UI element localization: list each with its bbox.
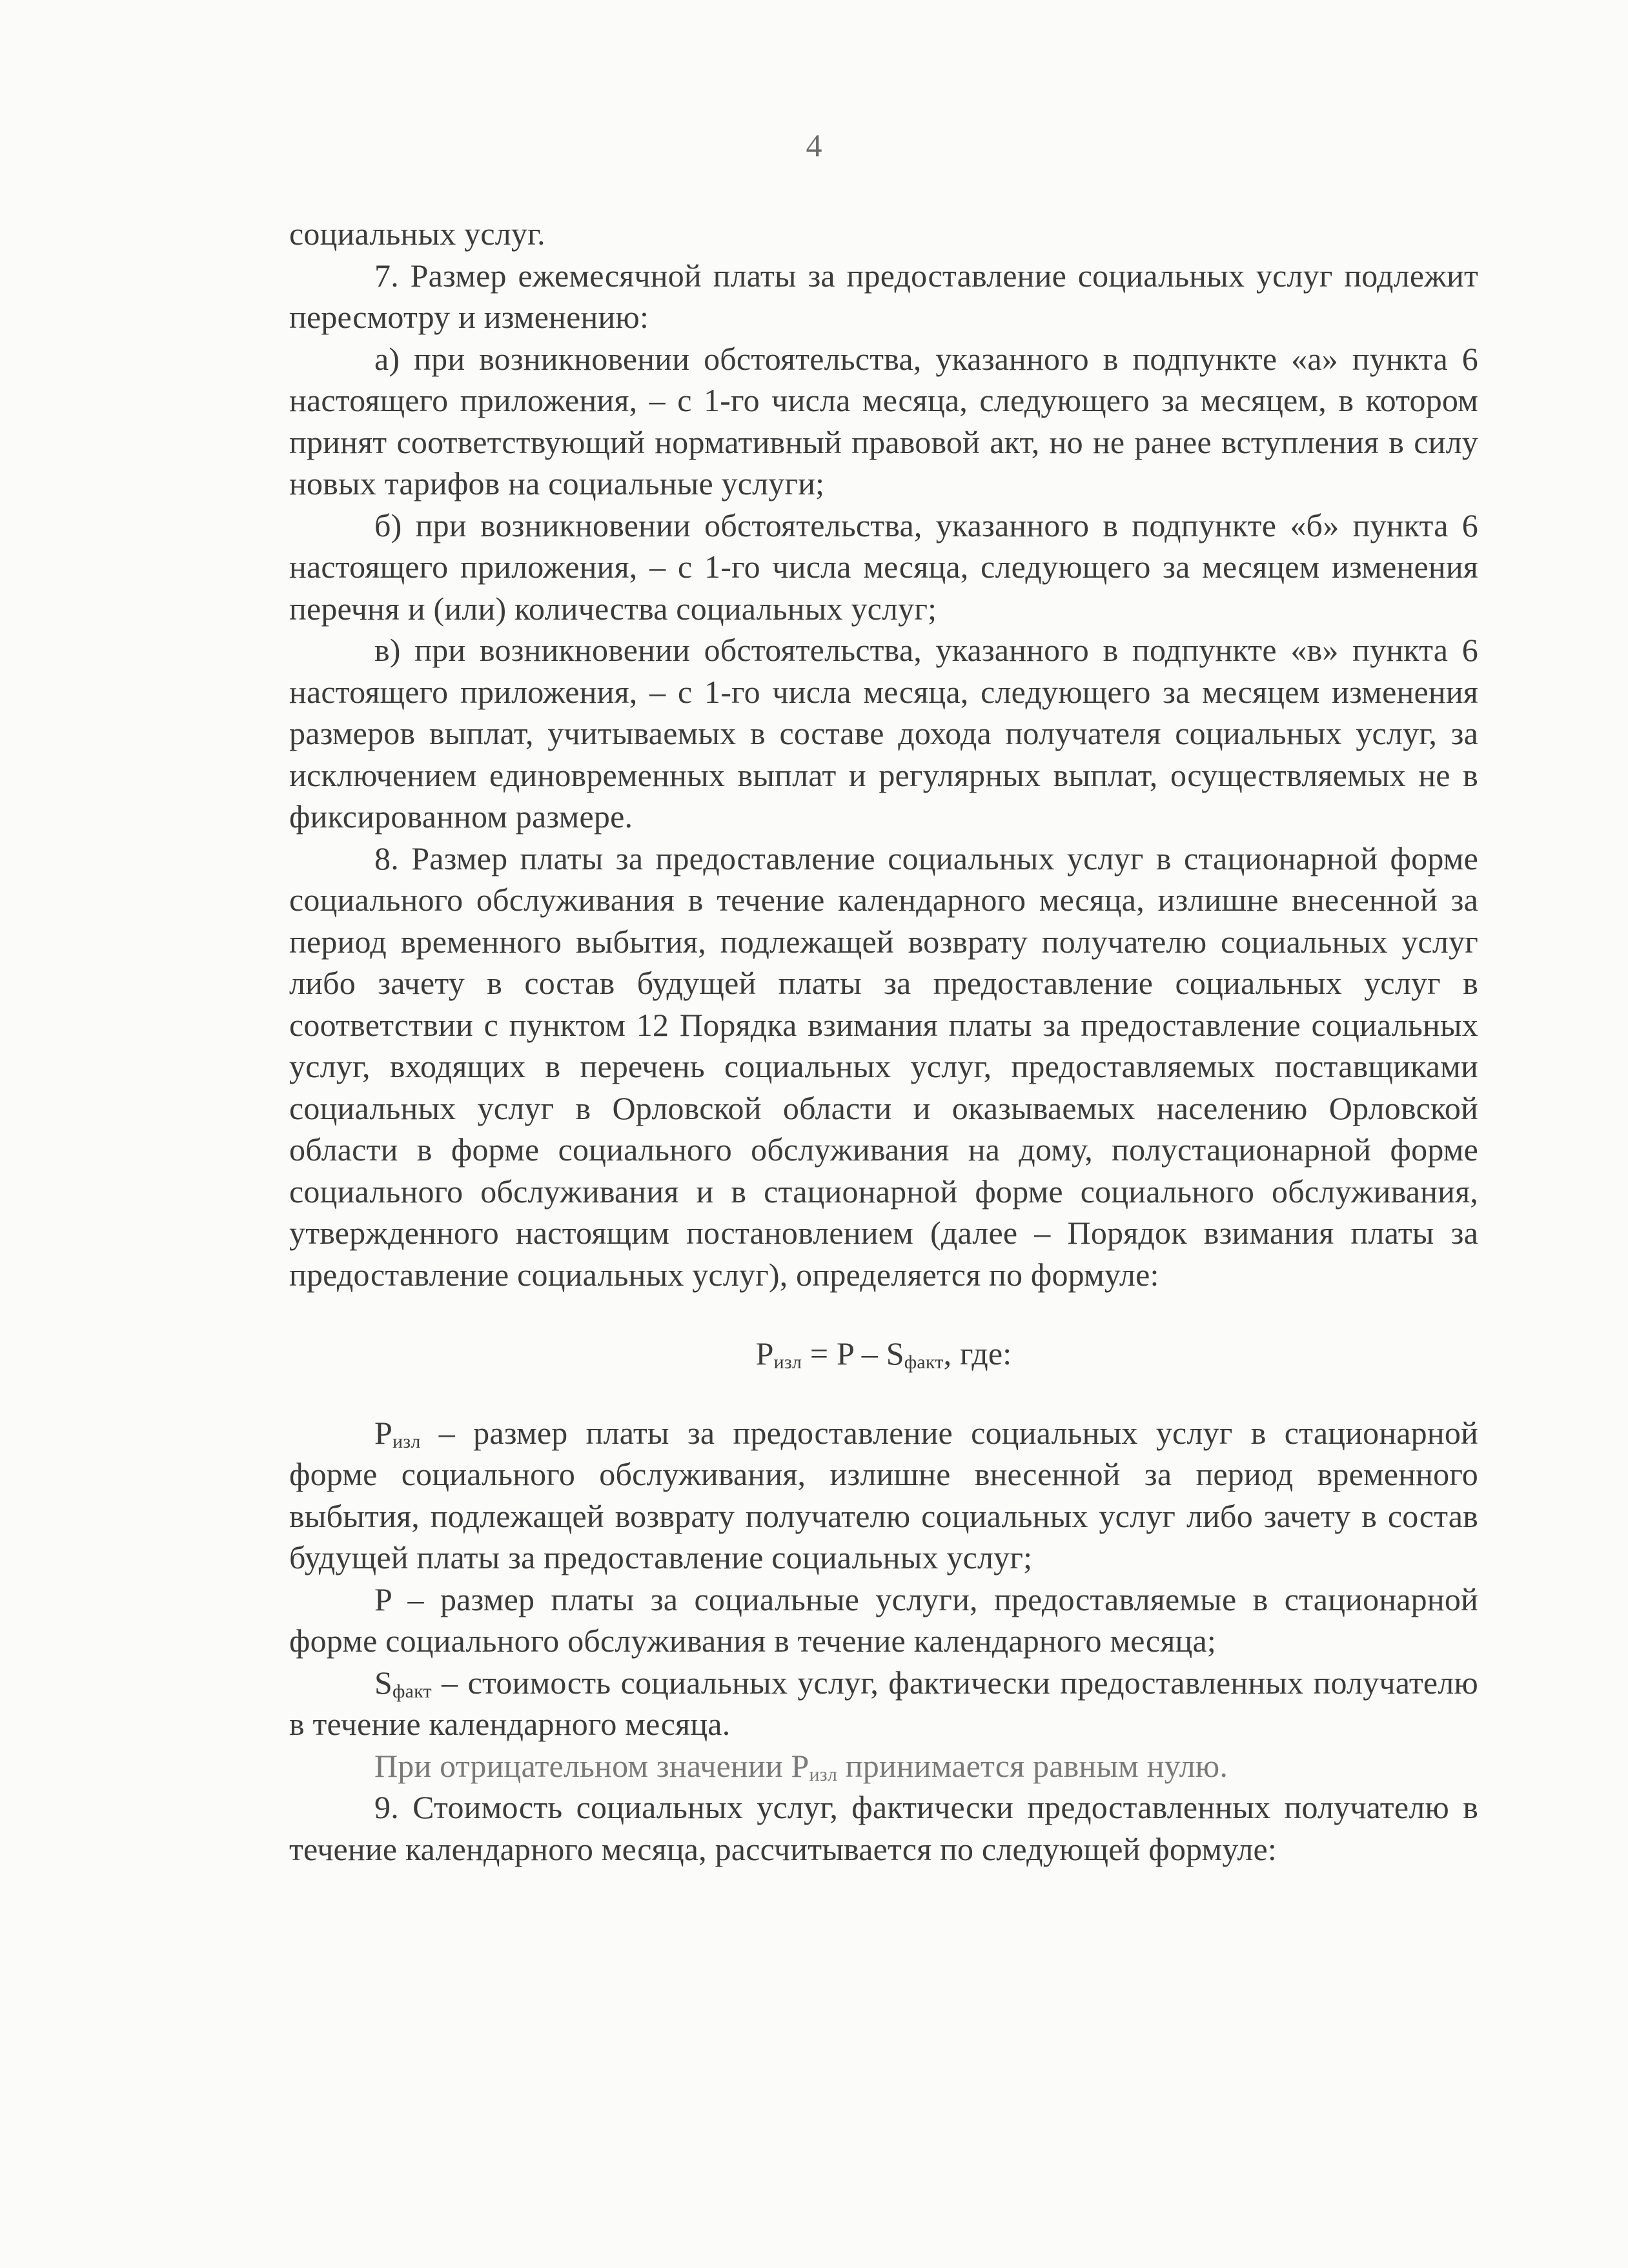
definition-p — [289, 1579, 1478, 1662]
definition-s-fakt — [289, 1662, 1478, 1745]
definition-subscript: факт — [392, 1680, 432, 1702]
definition-subscript: изл — [392, 1430, 421, 1452]
definition-text: – размер платы за социальные услуги, предоставляемые в стационарной форме социального обслуживания в течение календарного месяца; — [289, 1581, 1478, 1659]
note-subscript: изл — [809, 1763, 838, 1785]
definition-text: – стоимость социальных услуг, фактически предоставленных получателю в течение календарного месяца. — [289, 1664, 1478, 1742]
formula-equals: = P – S — [802, 1335, 904, 1372]
definition-p-izl — [289, 1412, 1478, 1579]
definition-symbol: P — [374, 1414, 393, 1451]
definition-symbol: S — [374, 1664, 393, 1701]
note-text-after: принимается равным нулю. — [837, 1747, 1228, 1784]
paragraph-continuation: социальных услуг. — [289, 216, 545, 252]
definition-text: – размер платы за предоставление социальных услуг в стационарной форме социального обслуживания, излишне внесенной за период временного выбытия, подлежащей возврату получателю социальных услуг либо зачету в состав будущей платы за предоставление социальных услуг; — [289, 1414, 1478, 1575]
note-text-before: При отрицательном значении P — [374, 1747, 809, 1784]
formula-lhs-subscript: изл — [773, 1352, 802, 1373]
page-number: 4 — [806, 127, 822, 163]
formula-rhs-subscript: факт — [904, 1352, 944, 1373]
paragraph-7: 7. Размер ежемесячной платы за предоставление социальных услуг подлежит пересмотру и изменению: — [289, 257, 1478, 335]
definition-symbol: P — [374, 1581, 392, 1617]
paragraph-8: 8. Размер платы за предоставление социальных услуг в стационарной форме социального обслуживания в течение календарного месяца, излишне внесенной за период временного выбытия, подлежащей возврату получателю социальных услуг либо зачету в состав будущей платы за предоставление социальных услуг в соответствии с пунктом 12 Порядка взимания платы за предоставление социальных услуг, входящих в перечень социальных услуг, предоставляемых поставщиками социальных услуг в Орловской области и оказываемых населению Орловской области в форме социального обслуживания на дому, полустационарной форме социального обслуживания и в стационарной форме социального обслуживания, утвержденного настоящим постановлением (далее – Порядок взимания платы за предоставление социальных услуг), определяется по формуле: — [289, 840, 1478, 1293]
paragraph-7a: а) при возникновении обстоятельства, указанного в подпункте «а» пункта 6 настоящего приложения, – с 1-го числа месяца, следующего за месяцем, в котором принят соответствующий нормативный правовой акт, но не ранее вступления в силу новых тарифов на социальные услуги; — [289, 340, 1478, 501]
negative-value-note — [289, 1745, 1478, 1787]
paragraph-7b: б) при возникновении обстоятельства, указанного в подпункте «б» пункта 6 настоящего приложения, – с 1-го числа месяца, следующего за месяцем изменения перечня и (или) количества социальных услуг; — [289, 507, 1478, 627]
document-body — [289, 213, 1478, 1870]
formula-lhs: P — [755, 1335, 774, 1372]
paragraph-9: 9. Стоимость социальных услуг, фактически предоставленных получателю в течение календарного месяца, рассчитывается по следующей формуле: — [289, 1789, 1478, 1867]
paragraph-7v: в) при возникновении обстоятельства, указанного в подпункте «в» пункта 6 настоящего приложения, – с 1-го числа месяца, следующего за месяцем изменения размеров выплат, учитываемых в составе дохода получателя социальных услуг, за исключением единовременных выплат и регулярных выплат, осуществляемых не в фиксированном размере. — [289, 632, 1478, 835]
formula-tail: , где: — [943, 1335, 1012, 1372]
formula — [289, 1333, 1478, 1375]
